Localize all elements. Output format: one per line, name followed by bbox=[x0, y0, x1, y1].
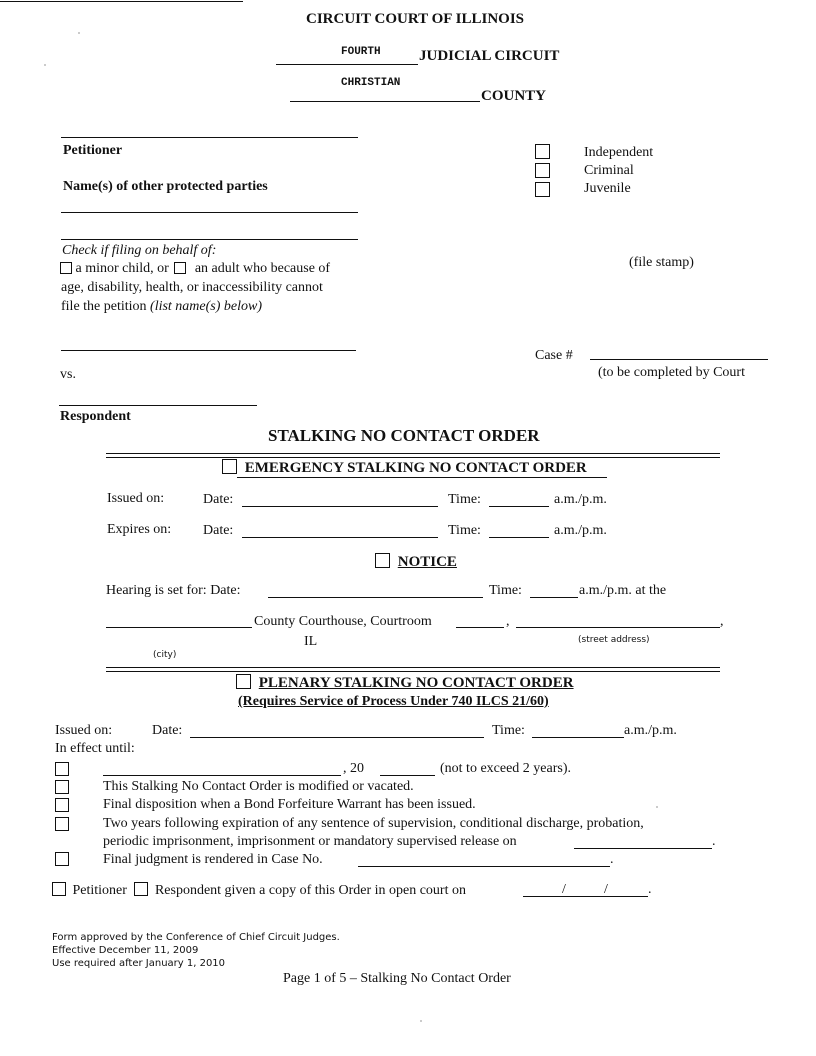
footer-approval-1: Form approved by the Conference of Chief Circuit Judges. bbox=[52, 932, 340, 943]
plenary-date-label: Date: bbox=[152, 723, 183, 738]
emergency-issued-ampm: a.m./p.m. bbox=[554, 492, 607, 507]
hearing-time-field[interactable] bbox=[530, 597, 578, 598]
behalf-names-line[interactable] bbox=[61, 350, 356, 351]
adult-label: an adult who because of bbox=[194, 261, 331, 276]
case-number-note: (to be completed by Court bbox=[598, 365, 745, 380]
behalf-heading: Check if filing on behalf of: bbox=[62, 243, 217, 258]
copy-date-period: . bbox=[648, 882, 652, 897]
criminal-checkbox[interactable] bbox=[535, 163, 550, 178]
emergency-issued-date-field[interactable] bbox=[242, 506, 438, 507]
notice-checkbox[interactable] bbox=[375, 553, 390, 568]
emergency-expires-time-field[interactable] bbox=[489, 537, 549, 538]
behalf-line-3-italic: (list name(s) below) bbox=[150, 299, 263, 314]
respondent-line[interactable] bbox=[59, 405, 257, 406]
notice-title: NOTICE bbox=[397, 554, 457, 570]
minor-child-label: a minor child, or bbox=[75, 261, 169, 276]
copy-respondent-checkbox[interactable] bbox=[134, 882, 148, 896]
emergency-underline bbox=[237, 477, 607, 478]
behalf-line-3 bbox=[61, 299, 262, 315]
judgment-checkbox[interactable] bbox=[55, 852, 69, 866]
county-value: CHRISTIAN bbox=[341, 77, 401, 89]
court-title: CIRCUIT COURT OF ILLINOIS bbox=[306, 11, 524, 27]
circuit-value: FOURTH bbox=[341, 46, 381, 58]
courtroom-field[interactable] bbox=[456, 627, 504, 628]
case-type-criminal: Criminal bbox=[584, 163, 634, 178]
emergency-issued-time-label: Time: bbox=[448, 492, 481, 507]
emergency-expires-date-label: Date: bbox=[203, 523, 234, 538]
city-caption: (city) bbox=[153, 650, 177, 660]
juvenile-checkbox[interactable] bbox=[535, 182, 550, 197]
emergency-expires-label: Expires on: bbox=[107, 522, 172, 537]
footer-approval-3: Use required after January 1, 2010 bbox=[52, 958, 226, 969]
judgment-case-field[interactable] bbox=[358, 866, 610, 867]
option-judgment: Final judgment is rendered in Case No. bbox=[103, 852, 323, 867]
until-year-field[interactable] bbox=[380, 775, 435, 776]
copy-date-slash-2: / bbox=[604, 882, 608, 897]
until-year-prefix: , 20 bbox=[343, 761, 364, 776]
plenary-ampm: a.m./p.m. bbox=[624, 723, 677, 738]
scan-speck bbox=[44, 64, 46, 66]
emergency-issued-date-label: Date: bbox=[203, 492, 234, 507]
hearing-date-field[interactable] bbox=[268, 597, 483, 598]
vs-label: vs. bbox=[60, 367, 76, 382]
section-divider-plenary bbox=[106, 667, 720, 672]
notice-row bbox=[375, 553, 457, 571]
order-title: STALKING NO CONTACT ORDER bbox=[268, 426, 540, 445]
until-date-checkbox[interactable] bbox=[55, 762, 69, 776]
option-two-years-line-2: periodic imprisonment, imprisonment or mandatory supervised release on bbox=[103, 834, 517, 849]
county-line[interactable] bbox=[290, 101, 480, 102]
case-number-label: Case # bbox=[535, 348, 573, 363]
release-period: . bbox=[712, 834, 716, 849]
case-number-line[interactable] bbox=[590, 359, 768, 360]
emergency-issued-label: Issued on: bbox=[107, 491, 165, 506]
plenary-checkbox[interactable] bbox=[236, 674, 251, 689]
footer-approval-2: Effective December 11, 2009 bbox=[52, 945, 199, 956]
street-comma: , bbox=[720, 614, 724, 629]
independent-checkbox[interactable] bbox=[535, 144, 550, 159]
plenary-date-field[interactable] bbox=[190, 737, 484, 738]
copy-petitioner-label: Petitioner bbox=[72, 883, 127, 898]
emergency-title-row bbox=[222, 459, 587, 477]
hearing-time-label: Time: bbox=[489, 583, 522, 598]
scan-speck bbox=[656, 806, 658, 808]
case-type-juvenile: Juvenile bbox=[584, 181, 631, 196]
behalf-line-2: age, disability, health, or inaccessibility cannot bbox=[61, 280, 323, 295]
protected-parties-line-2[interactable] bbox=[61, 239, 358, 240]
il-text: IL bbox=[304, 634, 318, 649]
behalf-line-3-text: file the petition bbox=[61, 299, 147, 314]
scan-speck bbox=[78, 32, 80, 34]
option-modified: This Stalking No Contact Order is modified or vacated. bbox=[103, 779, 414, 794]
protected-parties-label: Name(s) of other protected parties bbox=[63, 179, 268, 194]
two-years-checkbox[interactable] bbox=[55, 817, 69, 831]
copy-given-row bbox=[52, 882, 466, 899]
copy-petitioner-checkbox[interactable] bbox=[52, 882, 66, 896]
emergency-issued-time-field[interactable] bbox=[489, 506, 549, 507]
not-exceed-text: (not to exceed 2 years). bbox=[440, 761, 571, 776]
bond-checkbox[interactable] bbox=[55, 798, 69, 812]
release-date-field[interactable] bbox=[574, 848, 712, 849]
hearing-label: Hearing is set for: Date: bbox=[106, 583, 241, 598]
top-edge-line bbox=[0, 1, 243, 2]
petitioner-line[interactable] bbox=[61, 137, 358, 138]
emergency-expires-date-field[interactable] bbox=[242, 537, 438, 538]
behalf-line-1 bbox=[60, 261, 330, 277]
modified-checkbox[interactable] bbox=[55, 780, 69, 794]
street-address-caption: (street address) bbox=[578, 635, 650, 645]
copy-respondent-label: Respondent given a copy of this Order in open court on bbox=[154, 883, 466, 898]
plenary-subtitle: (Requires Service of Process Under 740 ILCS 21/60) bbox=[238, 694, 549, 709]
option-bond: Final disposition when a Bond Forfeiture Warrant has been issued. bbox=[103, 797, 476, 812]
page-number: Page 1 of 5 – Stalking No Contact Order bbox=[283, 971, 511, 986]
hearing-ampm-at: a.m./p.m. at the bbox=[579, 583, 667, 598]
plenary-issued-label: Issued on: bbox=[55, 723, 113, 738]
county-courthouse-field[interactable] bbox=[106, 627, 252, 628]
until-date-field[interactable] bbox=[103, 775, 341, 776]
emergency-title: EMERGENCY STALKING NO CONTACT ORDER bbox=[244, 460, 587, 476]
emergency-expires-ampm: a.m./p.m. bbox=[554, 523, 607, 538]
plenary-title-row bbox=[236, 674, 574, 692]
courthouse-text: County Courthouse, Courtroom bbox=[254, 614, 432, 629]
copy-date-field[interactable] bbox=[523, 896, 648, 897]
plenary-title: PLENARY STALKING NO CONTACT ORDER bbox=[258, 675, 574, 691]
circuit-label: JUDICIAL CIRCUIT bbox=[419, 48, 560, 64]
circuit-line[interactable] bbox=[276, 64, 418, 65]
copy-date-slash-1: / bbox=[562, 882, 566, 897]
year-prefix: 20 bbox=[350, 761, 364, 776]
courtroom-comma: , bbox=[506, 614, 510, 629]
petitioner-label: Petitioner bbox=[63, 143, 123, 158]
adult-checkbox[interactable] bbox=[174, 262, 186, 274]
emergency-checkbox[interactable] bbox=[222, 459, 237, 474]
emergency-expires-time-label: Time: bbox=[448, 523, 481, 538]
judgment-period: . bbox=[610, 852, 614, 867]
file-stamp-label: (file stamp) bbox=[629, 255, 694, 270]
minor-child-checkbox[interactable] bbox=[60, 262, 72, 274]
section-divider-emergency bbox=[106, 453, 720, 458]
street-address-field[interactable] bbox=[516, 627, 720, 628]
case-type-independent: Independent bbox=[584, 145, 654, 160]
plenary-time-field[interactable] bbox=[532, 737, 624, 738]
county-label: COUNTY bbox=[481, 88, 547, 104]
plenary-time-label: Time: bbox=[492, 723, 525, 738]
option-two-years-line-1: Two years following expiration of any sentence of supervision, conditional discharge, probation, bbox=[103, 816, 644, 831]
protected-parties-line-1[interactable] bbox=[61, 212, 358, 213]
scan-speck bbox=[420, 1020, 422, 1022]
respondent-label: Respondent bbox=[60, 409, 131, 424]
in-effect-label: In effect until: bbox=[55, 741, 135, 756]
